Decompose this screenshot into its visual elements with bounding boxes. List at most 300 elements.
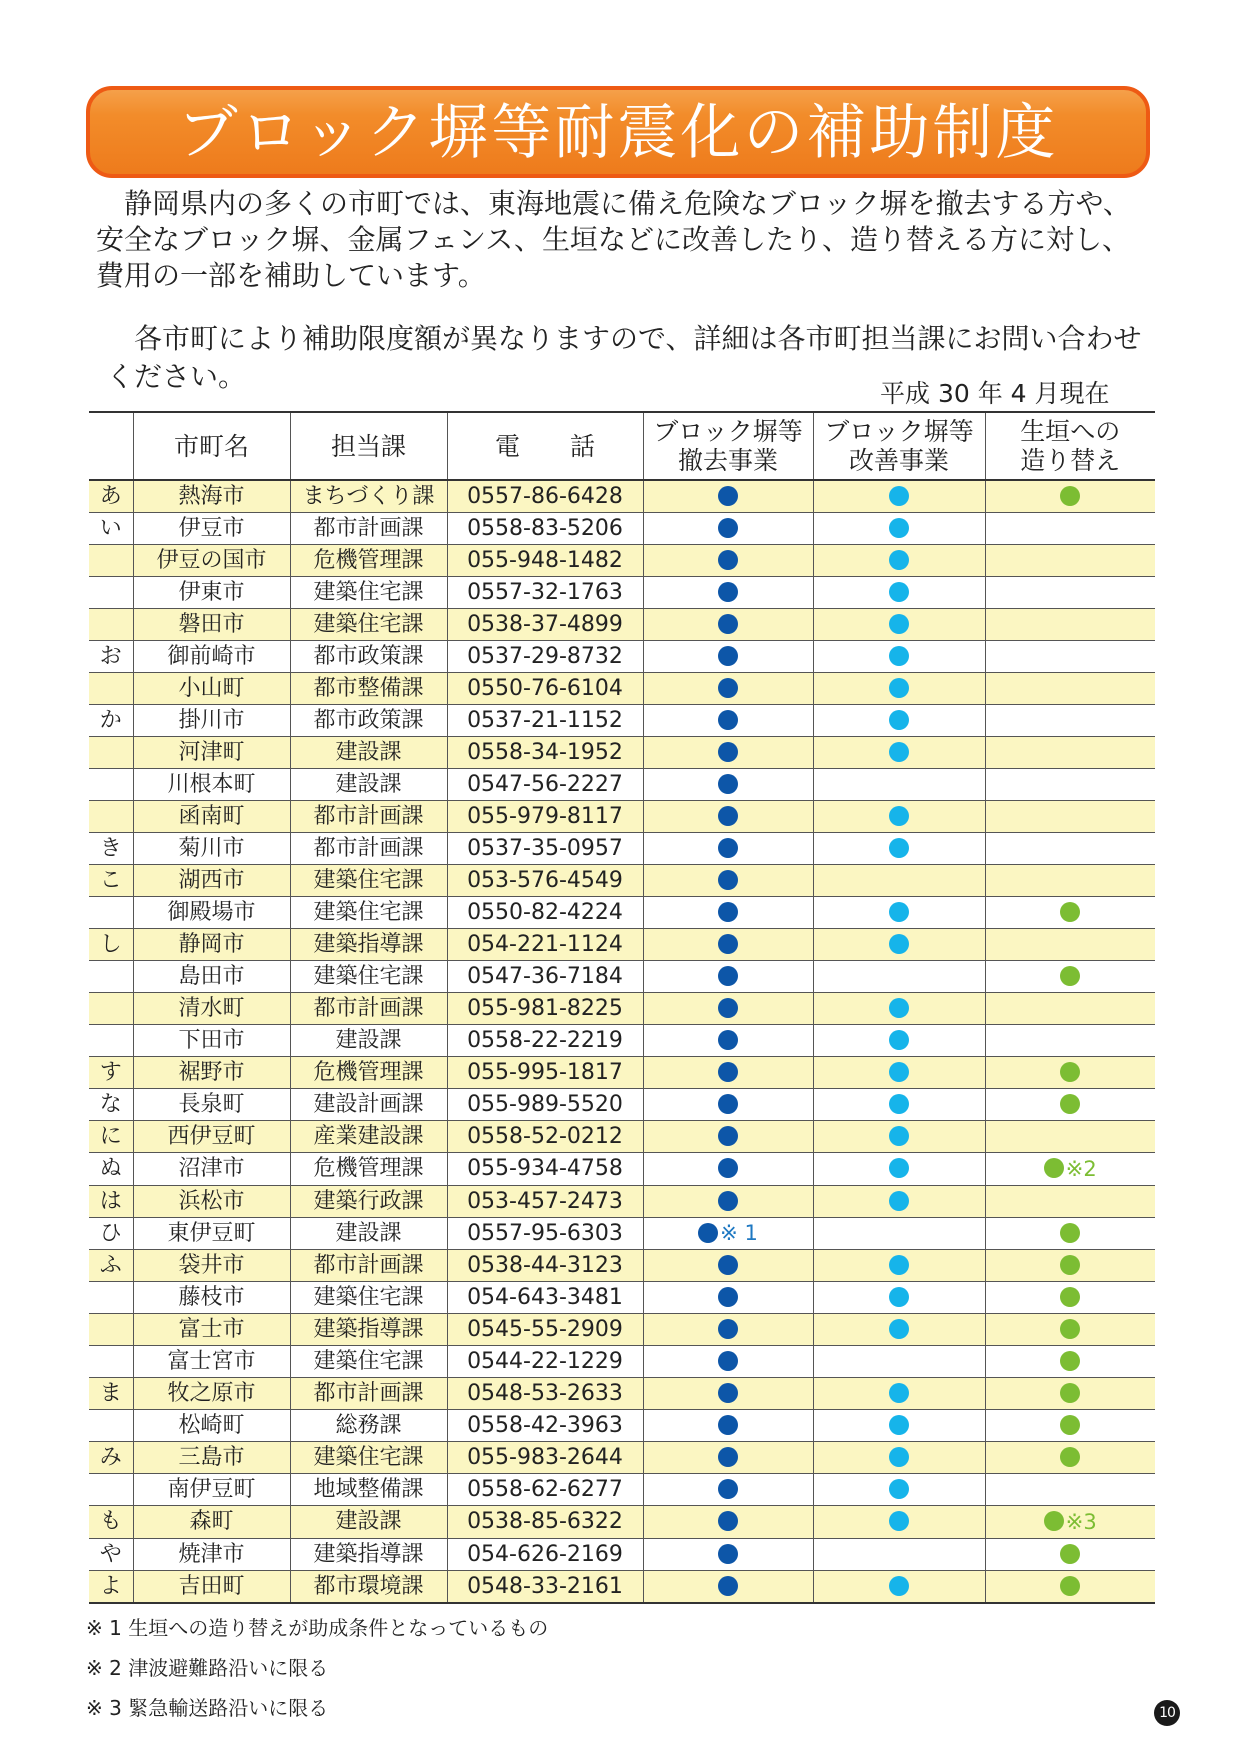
header-removal: ブロック塀等 撤去事業 — [643, 412, 813, 480]
removal-cell — [643, 1378, 813, 1410]
table-header-row — [89, 412, 1155, 480]
table-row — [89, 480, 1155, 513]
row-kana: こ — [89, 865, 133, 897]
removal-cell — [643, 1089, 813, 1121]
removal-dot-icon — [718, 870, 738, 890]
improvement-dot-icon — [889, 838, 909, 858]
row-kana: き — [89, 833, 133, 865]
improvement-cell — [813, 1538, 985, 1570]
removal-cell — [643, 1346, 813, 1378]
header-dept: 担当課 — [290, 412, 447, 480]
improvement-dot-icon — [889, 742, 909, 762]
table-row — [89, 1025, 1155, 1057]
improvement-cell — [813, 769, 985, 801]
table-row — [89, 961, 1155, 993]
hedge-cell — [985, 1025, 1155, 1057]
removal-cell — [643, 833, 813, 865]
removal-dot-icon — [718, 518, 738, 538]
hedge-cell — [985, 513, 1155, 545]
improvement-cell — [813, 1506, 985, 1539]
table-row — [89, 993, 1155, 1025]
row-city-name: 焼津市 — [133, 1538, 290, 1570]
header-hedge: 生垣への 造り替え — [985, 412, 1155, 480]
removal-dot-icon — [718, 1255, 738, 1275]
removal-dot-icon — [718, 1062, 738, 1082]
hedge-cell — [985, 737, 1155, 769]
row-city-name: 伊豆の国市 — [133, 545, 290, 577]
row-kana — [89, 769, 133, 801]
hedge-cell — [985, 1185, 1155, 1217]
hedge-cell — [985, 1378, 1155, 1410]
removal-cell — [643, 897, 813, 929]
hedge-cell — [985, 1282, 1155, 1314]
removal-cell — [643, 737, 813, 769]
row-city-name: 松崎町 — [133, 1410, 290, 1442]
hedge-cell — [985, 545, 1155, 577]
header-improvement: ブロック塀等 改善事業 — [813, 412, 985, 480]
removal-dot-icon — [718, 550, 738, 570]
row-phone: 054-643-3481 — [447, 1282, 643, 1314]
hedge-cell — [985, 769, 1155, 801]
removal-cell — [643, 1217, 813, 1250]
row-department: 危機管理課 — [290, 545, 447, 577]
table-row — [89, 577, 1155, 609]
row-phone: 0558-62-6277 — [447, 1474, 643, 1506]
row-phone: 053-576-4549 — [447, 865, 643, 897]
row-city-name: 吉田町 — [133, 1570, 290, 1603]
removal-dot-icon — [718, 1415, 738, 1435]
note-paragraph: 各市町により補助限度額が異なりますので、詳細は各市町担当課にお問い合わせください。 — [106, 322, 1142, 393]
removal-dot-icon — [718, 614, 738, 634]
improvement-cell — [813, 1153, 985, 1186]
row-city-name: 河津町 — [133, 737, 290, 769]
row-department: 都市計画課 — [290, 1378, 447, 1410]
row-kana: は — [89, 1185, 133, 1217]
improvement-dot-icon — [889, 1447, 909, 1467]
table-row — [89, 513, 1155, 545]
row-department: 危機管理課 — [290, 1153, 447, 1186]
row-phone: 055-989-5520 — [447, 1089, 643, 1121]
hedge-cell — [985, 705, 1155, 737]
removal-cell — [643, 1538, 813, 1570]
table-row — [89, 1410, 1155, 1442]
removal-dot-icon — [698, 1223, 718, 1243]
hedge-cell — [985, 993, 1155, 1025]
removal-cell — [643, 673, 813, 705]
removal-dot-icon — [718, 1544, 738, 1564]
row-kana: も — [89, 1506, 133, 1539]
row-phone: 0558-34-1952 — [447, 737, 643, 769]
removal-cell — [643, 1314, 813, 1346]
improvement-cell — [813, 1057, 985, 1089]
removal-cell — [643, 609, 813, 641]
table-row — [89, 545, 1155, 577]
row-city-name: 伊東市 — [133, 577, 290, 609]
improvement-cell — [813, 1089, 985, 1121]
removal-dot-icon — [718, 966, 738, 986]
row-department: 危機管理課 — [290, 1057, 447, 1089]
row-phone: 0550-76-6104 — [447, 673, 643, 705]
table-row — [89, 801, 1155, 833]
hedge-cell — [985, 609, 1155, 641]
hedge-cell — [985, 1057, 1155, 1089]
table-row — [89, 641, 1155, 673]
row-city-name: 磐田市 — [133, 609, 290, 641]
table-row — [89, 1089, 1155, 1121]
improvement-dot-icon — [889, 550, 909, 570]
row-kana — [89, 801, 133, 833]
row-department: 総務課 — [290, 1410, 447, 1442]
row-city-name: 熱海市 — [133, 480, 290, 513]
footnote-2: ※ 2 津波避難路沿いに限る — [86, 1656, 329, 1680]
row-city-name: 沼津市 — [133, 1153, 290, 1186]
removal-dot-icon — [718, 806, 738, 826]
row-department: 建設課 — [290, 737, 447, 769]
improvement-cell — [813, 480, 985, 513]
row-kana — [89, 897, 133, 929]
row-kana — [89, 673, 133, 705]
row-kana — [89, 577, 133, 609]
row-kana — [89, 737, 133, 769]
row-kana — [89, 1410, 133, 1442]
row-city-name: 森町 — [133, 1506, 290, 1539]
row-kana — [89, 609, 133, 641]
removal-dot-icon — [718, 934, 738, 954]
row-department: 都市政策課 — [290, 705, 447, 737]
improvement-dot-icon — [889, 1255, 909, 1275]
improvement-dot-icon — [889, 614, 909, 634]
row-department: 建築指導課 — [290, 1538, 447, 1570]
removal-dot-icon — [718, 710, 738, 730]
improvement-cell — [813, 1185, 985, 1217]
removal-cell — [643, 865, 813, 897]
hedge-note: ※3 — [1065, 1509, 1097, 1534]
row-department: 都市計画課 — [290, 513, 447, 545]
footnotes — [86, 1608, 786, 1728]
table-row — [89, 1121, 1155, 1153]
hedge-cell — [985, 833, 1155, 865]
improvement-cell — [813, 705, 985, 737]
hedge-dot-icon — [1060, 1576, 1080, 1596]
improvement-dot-icon — [889, 1576, 909, 1596]
table-row — [89, 865, 1155, 897]
removal-dot-icon — [718, 774, 738, 794]
row-phone: 0538-44-3123 — [447, 1250, 643, 1282]
row-phone: 0558-42-3963 — [447, 1410, 643, 1442]
row-phone: 0558-83-5206 — [447, 513, 643, 545]
removal-cell — [643, 1442, 813, 1474]
removal-cell — [643, 1057, 813, 1089]
row-phone: 055-983-2644 — [447, 1442, 643, 1474]
row-department: 都市計画課 — [290, 993, 447, 1025]
row-kana: よ — [89, 1570, 133, 1603]
row-department: 建築住宅課 — [290, 609, 447, 641]
row-phone: 0558-22-2219 — [447, 1025, 643, 1057]
table-row — [89, 1442, 1155, 1474]
hedge-cell — [985, 1250, 1155, 1282]
row-department: 建築住宅課 — [290, 961, 447, 993]
row-phone: 0537-21-1152 — [447, 705, 643, 737]
hedge-cell — [985, 1410, 1155, 1442]
row-phone: 0538-37-4899 — [447, 609, 643, 641]
row-city-name: 掛川市 — [133, 705, 290, 737]
removal-dot-icon — [718, 998, 738, 1018]
improvement-cell — [813, 801, 985, 833]
row-kana: す — [89, 1057, 133, 1089]
hedge-cell — [985, 1089, 1155, 1121]
improvement-dot-icon — [889, 486, 909, 506]
table-row — [89, 1314, 1155, 1346]
row-department: 地域整備課 — [290, 1474, 447, 1506]
improvement-cell — [813, 961, 985, 993]
row-city-name: 川根本町 — [133, 769, 290, 801]
removal-cell — [643, 769, 813, 801]
row-city-name: 袋井市 — [133, 1250, 290, 1282]
row-department: 都市計画課 — [290, 801, 447, 833]
row-city-name: 函南町 — [133, 801, 290, 833]
row-kana — [89, 1025, 133, 1057]
removal-cell — [643, 1185, 813, 1217]
removal-cell — [643, 1506, 813, 1539]
improvement-cell — [813, 1121, 985, 1153]
row-phone: 055-934-4758 — [447, 1153, 643, 1186]
hedge-dot-icon — [1060, 1223, 1080, 1243]
removal-cell — [643, 929, 813, 961]
hedge-dot-icon — [1060, 902, 1080, 922]
table-row — [89, 1250, 1155, 1282]
row-department: 建設課 — [290, 1506, 447, 1539]
hedge-cell — [985, 1314, 1155, 1346]
row-kana: な — [89, 1089, 133, 1121]
row-department: 建築住宅課 — [290, 897, 447, 929]
improvement-dot-icon — [889, 1479, 909, 1499]
hedge-cell — [985, 897, 1155, 929]
removal-cell — [643, 641, 813, 673]
footnote-3: ※ 3 緊急輸送路沿いに限る — [86, 1696, 329, 1720]
removal-cell — [643, 1282, 813, 1314]
hedge-cell — [985, 1217, 1155, 1250]
table-row — [89, 1378, 1155, 1410]
hedge-cell — [985, 480, 1155, 513]
removal-cell — [643, 993, 813, 1025]
hedge-cell — [985, 1474, 1155, 1506]
hedge-dot-icon — [1060, 1544, 1080, 1564]
improvement-dot-icon — [889, 902, 909, 922]
removal-dot-icon — [718, 1030, 738, 1050]
row-city-name: 伊豆市 — [133, 513, 290, 545]
row-phone: 0537-29-8732 — [447, 641, 643, 673]
hedge-cell — [985, 961, 1155, 993]
row-kana — [89, 1282, 133, 1314]
hedge-cell — [985, 577, 1155, 609]
table-row — [89, 929, 1155, 961]
table-row — [89, 1185, 1155, 1217]
hedge-dot-icon — [1060, 1319, 1080, 1339]
removal-cell — [643, 1570, 813, 1603]
row-kana — [89, 1346, 133, 1378]
table-row — [89, 705, 1155, 737]
hedge-cell — [985, 673, 1155, 705]
removal-cell — [643, 1121, 813, 1153]
removal-dot-icon — [718, 486, 738, 506]
intro-paragraph: 静岡県内の多くの市町では、東海地震に備え危険なブロック塀を撤去する方や、安全なブロック塀、金属フェンス、生垣などに改善したり、造り替える方に対し、費用の一部を補助しています。 — [96, 187, 1131, 292]
improvement-cell — [813, 1314, 985, 1346]
improvement-cell — [813, 865, 985, 897]
removal-cell — [643, 1410, 813, 1442]
improvement-cell — [813, 1282, 985, 1314]
row-department: 建築行政課 — [290, 1185, 447, 1217]
row-city-name: 藤枝市 — [133, 1282, 290, 1314]
removal-dot-icon — [718, 1319, 738, 1339]
row-department: 産業建設課 — [290, 1121, 447, 1153]
row-phone: 0548-33-2161 — [447, 1570, 643, 1603]
row-city-name: 長泉町 — [133, 1089, 290, 1121]
hedge-cell — [985, 1506, 1155, 1539]
hedge-dot-icon — [1044, 1511, 1064, 1531]
hedge-cell — [985, 1346, 1155, 1378]
table-row — [89, 737, 1155, 769]
header-kana — [89, 412, 133, 480]
row-kana: ぬ — [89, 1153, 133, 1186]
hedge-cell — [985, 801, 1155, 833]
row-city-name: 静岡市 — [133, 929, 290, 961]
row-kana: お — [89, 641, 133, 673]
improvement-cell — [813, 609, 985, 641]
row-department: 建築住宅課 — [290, 865, 447, 897]
removal-dot-icon — [718, 902, 738, 922]
improvement-dot-icon — [889, 1287, 909, 1307]
improvement-dot-icon — [889, 1319, 909, 1339]
row-kana — [89, 1474, 133, 1506]
improvement-cell — [813, 897, 985, 929]
row-phone: 055-995-1817 — [447, 1057, 643, 1089]
removal-dot-icon — [718, 646, 738, 666]
row-kana — [89, 1314, 133, 1346]
table-row — [89, 1282, 1155, 1314]
removal-dot-icon — [718, 1094, 738, 1114]
row-kana: い — [89, 513, 133, 545]
row-kana: ふ — [89, 1250, 133, 1282]
improvement-cell — [813, 929, 985, 961]
hedge-cell — [985, 1153, 1155, 1186]
improvement-dot-icon — [889, 998, 909, 1018]
improvement-cell — [813, 577, 985, 609]
removal-dot-icon — [718, 1158, 738, 1178]
row-city-name: 裾野市 — [133, 1057, 290, 1089]
row-phone: 0550-82-4224 — [447, 897, 643, 929]
table-row — [89, 1570, 1155, 1603]
row-city-name: 御殿場市 — [133, 897, 290, 929]
removal-cell — [643, 961, 813, 993]
removal-dot-icon — [718, 1383, 738, 1403]
page-number: 10 — [1154, 1700, 1180, 1726]
hedge-dot-icon — [1060, 1062, 1080, 1082]
improvement-cell — [813, 545, 985, 577]
improvement-dot-icon — [889, 1030, 909, 1050]
improvement-cell — [813, 1217, 985, 1250]
row-city-name: 牧之原市 — [133, 1378, 290, 1410]
removal-dot-icon — [718, 678, 738, 698]
row-city-name: 湖西市 — [133, 865, 290, 897]
removal-dot-icon — [718, 1351, 738, 1371]
improvement-cell — [813, 1410, 985, 1442]
table-row — [89, 1538, 1155, 1570]
removal-dot-icon — [718, 1479, 738, 1499]
improvement-cell — [813, 513, 985, 545]
row-kana: し — [89, 929, 133, 961]
table-row — [89, 1153, 1155, 1186]
table-row — [89, 1346, 1155, 1378]
row-department: 建築指導課 — [290, 929, 447, 961]
header-tel: 電 話 — [447, 412, 643, 480]
as-of-date: 平成 30 年 4 月現在 — [880, 379, 1110, 408]
hedge-note: ※2 — [1065, 1156, 1097, 1181]
improvement-cell — [813, 1442, 985, 1474]
row-department: 都市計画課 — [290, 833, 447, 865]
hedge-dot-icon — [1060, 1383, 1080, 1403]
row-city-name: 小山町 — [133, 673, 290, 705]
hedge-dot-icon — [1060, 966, 1080, 986]
row-city-name: 三島市 — [133, 1442, 290, 1474]
improvement-cell — [813, 1250, 985, 1282]
row-city-name: 東伊豆町 — [133, 1217, 290, 1250]
removal-dot-icon — [718, 1287, 738, 1307]
row-phone: 0557-32-1763 — [447, 577, 643, 609]
hedge-cell — [985, 865, 1155, 897]
row-department: 建設課 — [290, 1025, 447, 1057]
hedge-cell — [985, 1442, 1155, 1474]
footnote-1: ※ 1 生垣への造り替えが助成条件となっているもの — [86, 1616, 549, 1640]
hedge-dot-icon — [1060, 1094, 1080, 1114]
header-city: 市町名 — [133, 412, 290, 480]
row-phone: 0548-53-2633 — [447, 1378, 643, 1410]
row-city-name: 浜松市 — [133, 1185, 290, 1217]
removal-dot-icon — [718, 1126, 738, 1146]
row-phone: 054-626-2169 — [447, 1538, 643, 1570]
improvement-dot-icon — [889, 1511, 909, 1531]
improvement-cell — [813, 1474, 985, 1506]
row-phone: 0545-55-2909 — [447, 1314, 643, 1346]
table-row — [89, 609, 1155, 641]
removal-dot-icon — [718, 742, 738, 762]
improvement-dot-icon — [889, 646, 909, 666]
removal-dot-icon — [718, 838, 738, 858]
row-department: 建設計画課 — [290, 1089, 447, 1121]
removal-cell — [643, 545, 813, 577]
row-phone: 054-221-1124 — [447, 929, 643, 961]
row-kana — [89, 545, 133, 577]
removal-cell — [643, 1153, 813, 1186]
improvement-dot-icon — [889, 1158, 909, 1178]
row-department: 建築住宅課 — [290, 1442, 447, 1474]
row-city-name: 富士宮市 — [133, 1346, 290, 1378]
hedge-dot-icon — [1060, 1447, 1080, 1467]
table-row — [89, 1057, 1155, 1089]
removal-dot-icon — [718, 1191, 738, 1211]
row-phone: 055-981-8225 — [447, 993, 643, 1025]
removal-cell — [643, 801, 813, 833]
improvement-cell — [813, 673, 985, 705]
removal-cell — [643, 1250, 813, 1282]
removal-cell — [643, 577, 813, 609]
improvement-cell — [813, 737, 985, 769]
removal-dot-icon — [718, 1576, 738, 1596]
improvement-dot-icon — [889, 1094, 909, 1114]
row-city-name: 南伊豆町 — [133, 1474, 290, 1506]
row-phone: 053-457-2473 — [447, 1185, 643, 1217]
improvement-cell — [813, 1346, 985, 1378]
table-row — [89, 1217, 1155, 1250]
